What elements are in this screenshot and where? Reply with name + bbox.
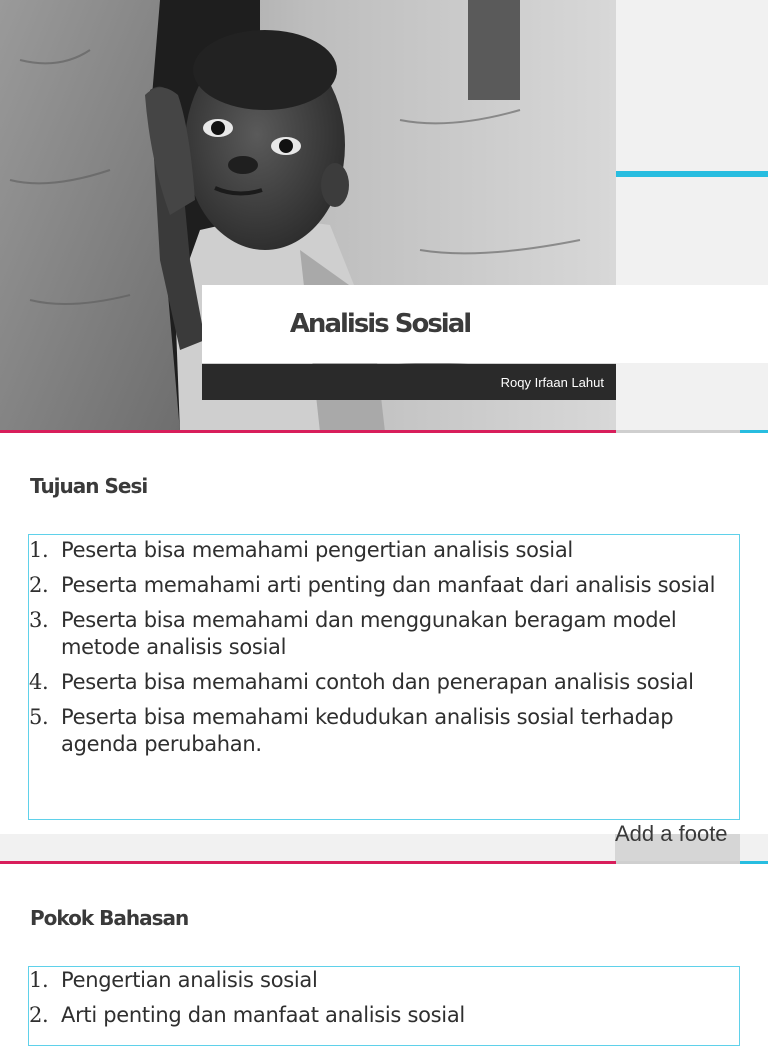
title-slide xyxy=(0,0,768,432)
objectives-list xyxy=(29,537,739,758)
slide-footer xyxy=(0,821,768,862)
list-item: 1. Peserta bisa memahami pengertian analisis sosial xyxy=(29,538,573,562)
list-item: 2. Arti penting dan manfaat analisis sosial xyxy=(29,1003,465,1027)
footer-placeholder[interactable]: Add a foote xyxy=(615,821,728,846)
slide-divider-cyan xyxy=(740,861,768,864)
slide-divider-pink xyxy=(0,430,616,433)
list-item: 3. Peserta bisa memahami dan menggunakan beragam model metode analisis sosial xyxy=(29,608,677,659)
topics-box[interactable] xyxy=(28,966,740,1046)
topics-list xyxy=(29,967,739,1029)
slide-divider-gray xyxy=(616,430,740,433)
slide-divider-cyan xyxy=(740,430,768,433)
slide-divider-pink xyxy=(0,861,616,864)
title-box xyxy=(202,285,768,363)
accent-bar xyxy=(616,171,768,177)
author-band xyxy=(202,364,616,400)
slide-heading-tujuan: Tujuan Sesi xyxy=(30,474,148,498)
slide-heading-pokok: Pokok Bahasan xyxy=(30,906,189,930)
list-item: 5. Peserta bisa memahami kedudukan analisis sosial terhadap agenda perubahan. xyxy=(29,705,674,756)
list-item: 1. Pengertian analisis sosial xyxy=(29,968,318,992)
objectives-box[interactable] xyxy=(28,534,740,820)
slide-divider-gray xyxy=(616,861,740,864)
list-item: 2. Peserta memahami arti penting dan manfaat dari analisis sosial xyxy=(29,573,716,597)
slide-title: Analisis Sosial xyxy=(289,309,471,339)
list-item: 4. Peserta bisa memahami contoh dan penerapan analisis sosial xyxy=(29,670,694,694)
author-name: Roqy Irfaan Lahut xyxy=(500,374,604,390)
